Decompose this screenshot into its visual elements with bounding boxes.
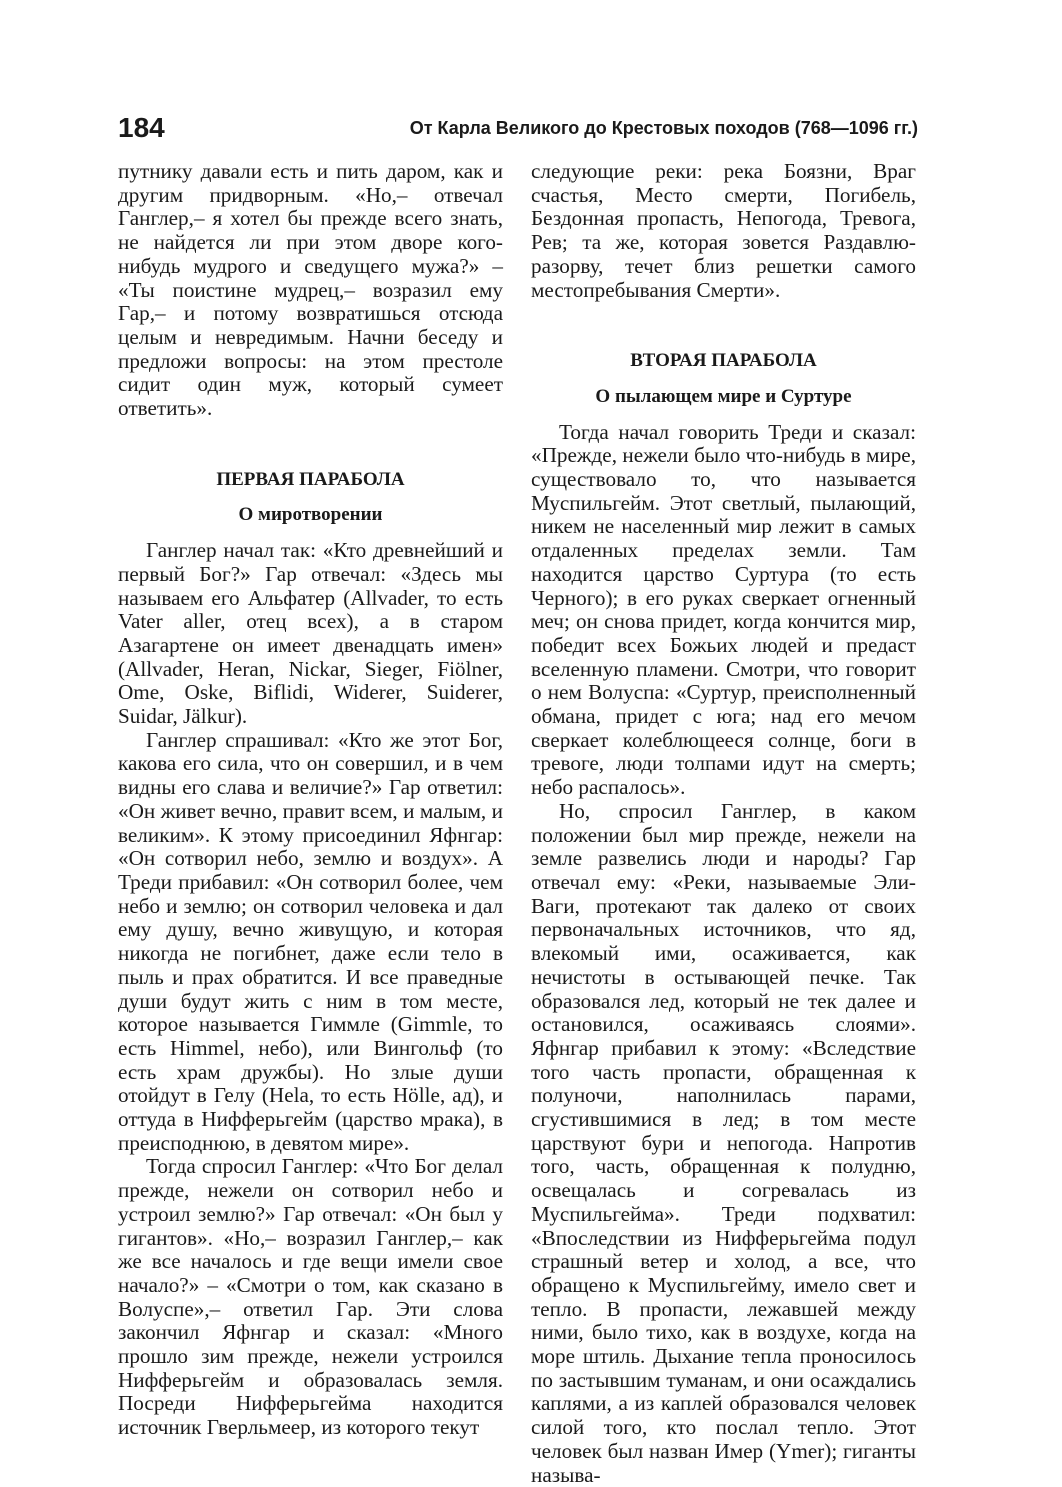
section-subtitle: О миротворении [238, 504, 383, 526]
paragraph: Но, спросил Ганглер, в каком положении был мир прежде, нежели на земле развелись люди и народы? Гар отвечал ему: «Реки, называемые Эли-Ваги, протекают так далеко от своих первоначальных источников, что яд, влекомый ими, осаживается, как нечистоты в остывающей печке. Так образовался лед, который не тек далее и остановился, осаживаясь слоями». Яфнгар прибавил к этому: «Вследствие того часть пропасти, обращенная к полуночи, наполнилась парами, сгустившимися в лед; в том месте царствуют бури и непогода. Напротив того, часть, обращенная к полудню, освещалась и согревалась из Муспильгейма». Треди подхватил: «Впоследствии из Нифферьгейма подул страшный ветер и холод, а все, что обращено к Муспильгейму, имело свет и тепло. В пропасти, лежавшей между ними, было тихо, как в воздухе, когда на море штиль. Дыхание тепла проносилось по застывшим туманам, и они осаждались каплями, а из каплей образовался человек силой того, кто послал тепло. Этот человек был назван Имер (Ymer); гиганты называ- [531, 798, 916, 1487]
paragraph: Ганглер начал так: «Кто древнейший и первый Бог?» Гар отвечал: «Здесь мы называем его Альфатер (Allvader, то есть Vater aller, отец всех), а в старом Азагартене он имеет двенадцать имен» (Allvader, Heran, Nickar, Sieger, Fiölner, Ome, Oske, Biflidi, Widerer, Suiderer, Suidar, Jälkur). [118, 538, 503, 729]
page-header [118, 112, 918, 152]
page-number: 184 [118, 112, 165, 143]
paragraph: следующие реки: река Боязни, Враг счастья, Место смерти, Погибель, Бездонная пропасть, Непогода, Тревога, Рев; та же, которая зовется Раздавлю-разорву, течет близ решетки самого местопребывания Смерти». [531, 159, 916, 302]
paragraph: Тогда спросил Ганглер: «Что Бог делал прежде, нежели он сотворил небо и устроил землю?» Гар отвечал: «Он был у гигантов». «Но,– возразил Ганглер,– как же все началось и где вещи имели свое начало?» – «Смотри о том, как сказано в Волуспе»,– ответил Гар. Эти слова закончил Яфнгар и сказал: «Много прошло зим прежде, нежели устроился Нифферьгейм и образовалась земля. Посреди Нифферьгейма находится источник Гверльмеер, из которого текут [118, 1154, 503, 1440]
left-column [118, 160, 503, 1440]
right-column [531, 160, 916, 1487]
running-title: От Карла Великого до Крестовых походов (768—1096 гг.) [409, 118, 918, 138]
section-title: ВТОРАЯ ПАРАБОЛА [630, 350, 817, 372]
paragraph: путнику давали есть и пить даром, как и другим придворным. «Но,– отвечал Ганглер,– я хотел бы прежде всего знать, не найдется ли при этом дворе кого-нибудь мудрого и сведущего мужа?» – «Ты поистине мудрец,– возразил ему Гар,– и потому возвратишься отсюда целым и невредимым. Начни беседу и предложи вопросы: на этом престоле сидит один муж, который сумеет ответить». [118, 159, 503, 421]
section-subtitle: О пылающем мире и Суртуре [595, 385, 852, 407]
section-title: ПЕРВАЯ ПАРАБОЛА [216, 468, 405, 490]
paragraph: Тогда начал говорить Треди и сказал: «Прежде, нежели было что-нибудь в мире, существовало то, что называется Муспильгейм. Этот светлый, пылающий, никем не населенный мир лежит в самых отдаленных пределах земли. Там находится царство Суртура (то есть Черного); в его руках сверкает огненный меч; он снова придет, когда кончится мир, победит всех Божьих людей и предаст вселенную пламени. Смотри, что говорит о нем Волуспа: «Суртур, преисполненный обмана, придет с юга; над его мечом сверкает колеблющееся солнце, боги в тревоге, люди толпами идут на смерть; небо распалось». [531, 419, 916, 800]
paragraph: Ганглер спрашивал: «Кто же этот Бог, какова его сила, что он совершил, и в чем видны его слава и величие?» Гар ответил: «Он живет вечно, правит всем, и малым, и великим». К этому присоединил Яфнгар: «Он сотворил небо, землю и воздух». А Треди прибавил: «Он сотворил более, чем небо и землю; он сотворил человека и дал ему душу, вечно живущую, и которая никогда не погибнет, даже если тело в пыль и прах обратится. И все праведные души будут жить с ним в том месте, которое называется Гиммле (Gimmle, то есть Himmel, небо), или Вингольф (то есть храм дружбы). Но злые души отойдут в Гелу (Hela, то есть Hölle, ад), и оттуда в Нифферьгейм (царство мрака), в преисподнюю, в девятом мире». [118, 727, 503, 1155]
